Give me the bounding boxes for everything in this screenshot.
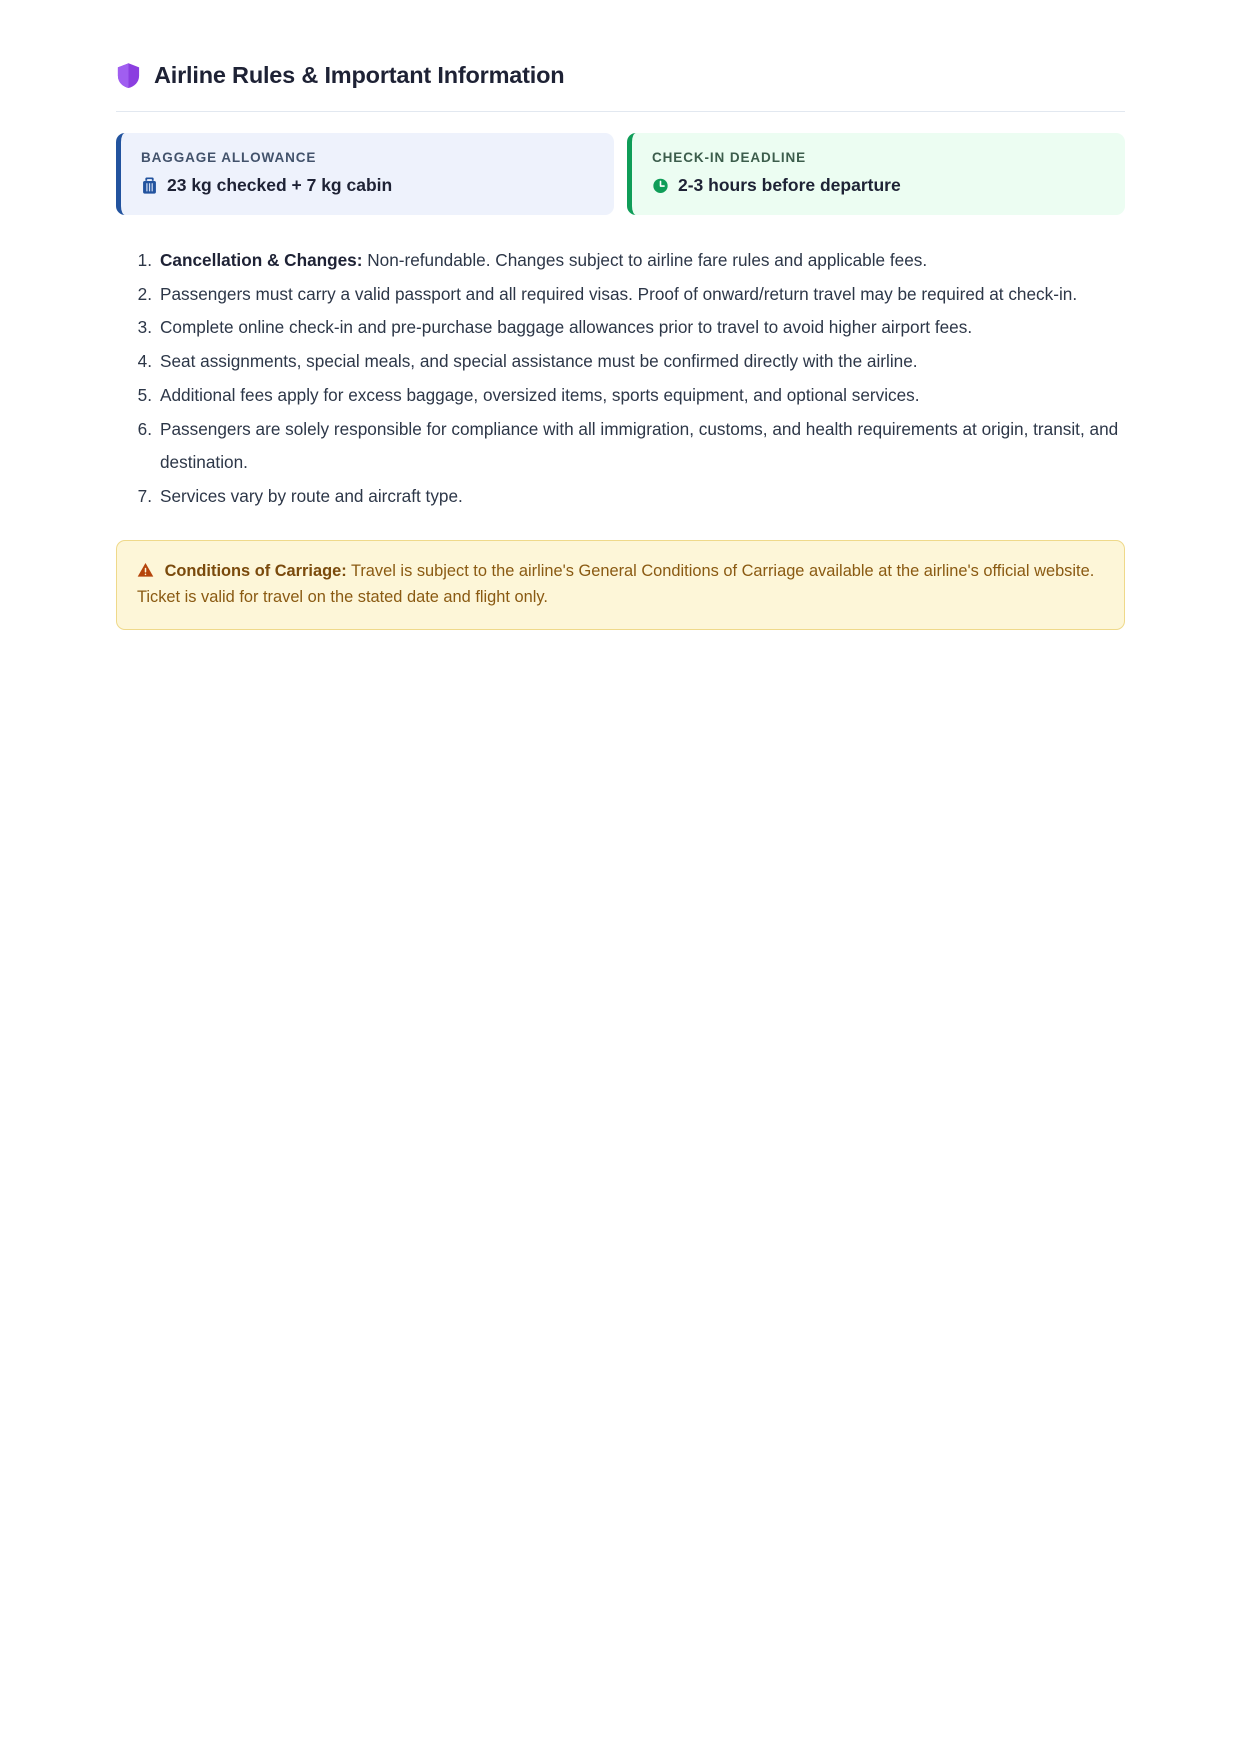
check-in-deadline-label: CHECK-IN DEADLINE	[652, 150, 807, 165]
rule-item-4-text: Seat assignments, special meals, and special assistance must be confirmed directly with the airline.	[160, 351, 918, 372]
baggage-allowance-card	[116, 133, 614, 215]
info-cards-row	[116, 133, 1125, 215]
baggage-allowance-value: 23 kg checked + 7 kg cabin	[167, 175, 393, 195]
rule-item-4	[152, 345, 1125, 379]
rule-item-7	[152, 480, 1125, 514]
rules-list	[116, 244, 1125, 514]
conditions-of-carriage-callout	[116, 540, 1125, 630]
page-title: Airline Rules & Important Information	[154, 61, 565, 88]
rule-item-1	[152, 244, 1125, 278]
check-in-deadline-value-row	[652, 175, 1105, 196]
callout-text: Travel is subject to the airline's General Conditions of Carriage available at the airline's official website. Ticket is valid for travel on the stated date and flight only.	[137, 561, 1095, 607]
rule-item-2-text: Passengers must carry a valid passport and all required visas. Proof of onward/return travel may be required at check-in.	[160, 283, 1078, 304]
rule-item-2	[152, 278, 1125, 312]
baggage-allowance-label: BAGGAGE ALLOWANCE	[141, 150, 317, 165]
rule-item-5-text: Additional fees apply for excess baggage, oversized items, sports equipment, and optional services.	[160, 384, 920, 405]
baggage-allowance-value-row	[141, 175, 594, 196]
callout-lead: Conditions of Carriage:	[164, 561, 347, 580]
rule-item-3	[152, 311, 1125, 345]
check-in-deadline-card	[627, 133, 1125, 215]
rule-item-6-text: Passengers are solely responsible for compliance with all immigration, customs, and health requirements at origin, transit, and destination.	[160, 418, 1119, 473]
rule-item-7-text: Services vary by route and aircraft type.	[160, 485, 463, 506]
section-header	[116, 62, 1125, 112]
rule-item-1-lead: Cancellation & Changes:	[160, 250, 363, 270]
check-in-deadline-value: 2-3 hours before departure	[678, 175, 901, 195]
clock-icon	[652, 176, 669, 195]
warning-triangle-icon	[137, 562, 165, 580]
rule-item-6	[152, 413, 1125, 480]
rule-item-1-text: Non-refundable. Changes subject to airline fare rules and applicable fees.	[362, 250, 928, 270]
rule-item-5	[152, 379, 1125, 413]
rule-item-3-text: Complete online check-in and pre-purchase baggage allowances prior to travel to avoid higher airport fees.	[160, 317, 973, 338]
shield-icon	[116, 62, 141, 89]
suitcase-icon	[141, 176, 158, 195]
